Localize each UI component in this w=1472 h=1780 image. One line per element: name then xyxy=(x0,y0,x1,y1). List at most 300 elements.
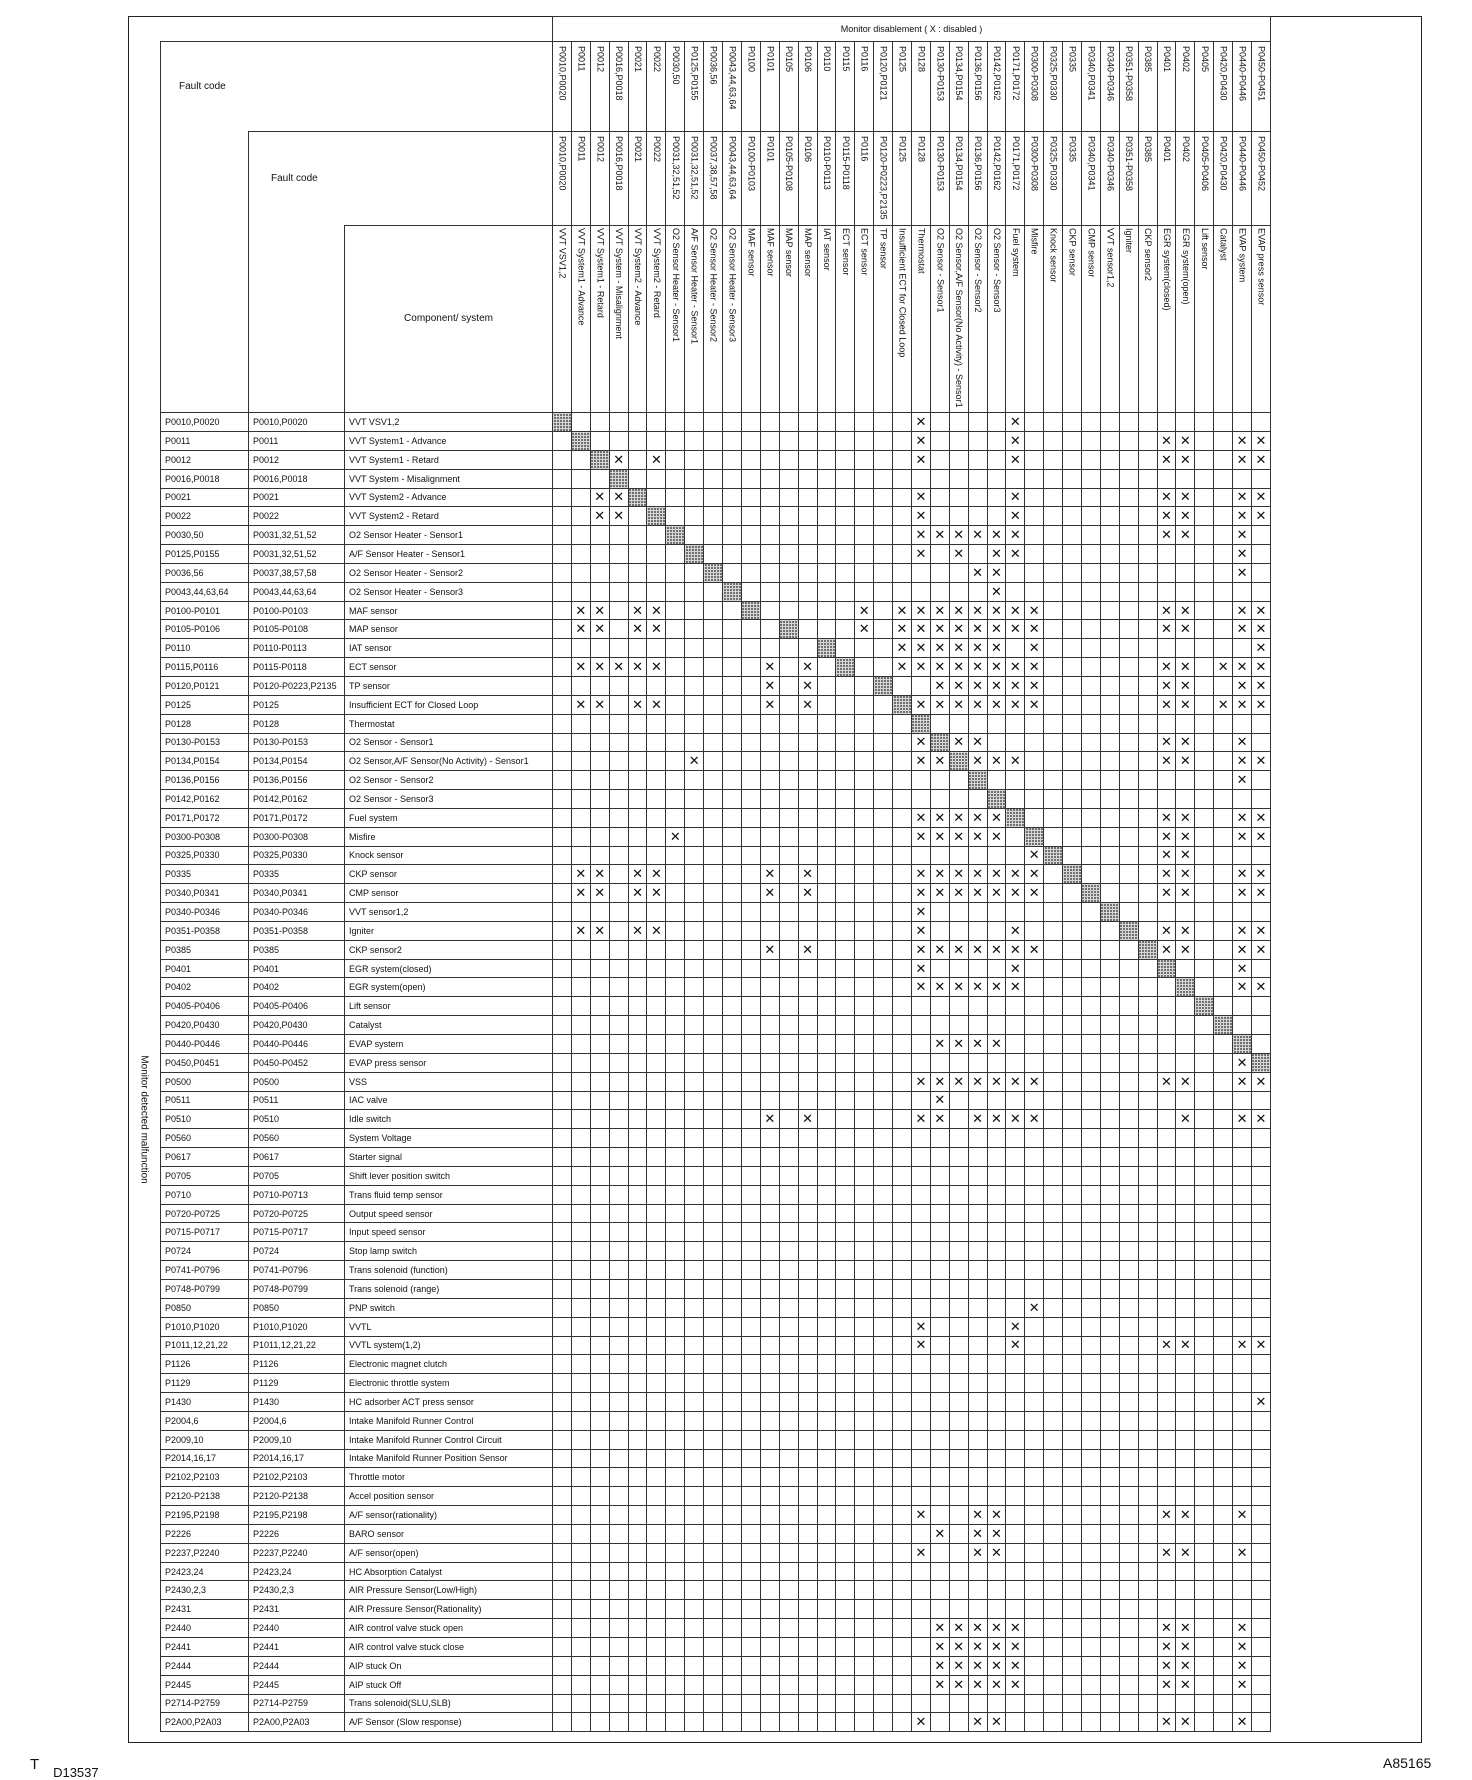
matrix-cell xyxy=(1119,639,1138,658)
matrix-cell xyxy=(1081,563,1100,582)
row-code-b-text: P2009,10 xyxy=(253,1434,292,1445)
matrix-cell xyxy=(723,1204,742,1223)
column-code-b xyxy=(704,132,723,226)
component-title-cell xyxy=(345,225,553,413)
row-component xyxy=(345,1223,553,1242)
matrix-cell xyxy=(1044,1506,1063,1525)
matrix-cell xyxy=(628,1336,647,1355)
matrix-cell xyxy=(685,1694,704,1713)
matrix-cell xyxy=(949,582,968,601)
disabled-mark: ✕ xyxy=(953,602,965,618)
matrix-cell xyxy=(930,1393,949,1412)
matrix-cell xyxy=(1119,1581,1138,1600)
matrix-cell xyxy=(1044,1656,1063,1675)
matrix-cell xyxy=(1138,1336,1157,1355)
matrix-cell xyxy=(949,921,968,940)
matrix-cell xyxy=(1138,1016,1157,1035)
matrix-cell xyxy=(1176,413,1195,432)
matrix-cell xyxy=(1157,714,1176,733)
matrix-cell xyxy=(609,959,628,978)
matrix-cell xyxy=(817,507,836,526)
matrix-cell xyxy=(647,959,666,978)
matrix-cell xyxy=(893,1261,912,1280)
matrix-cell xyxy=(1176,676,1195,695)
column-code-a-text: P0016,P0018 xyxy=(614,46,625,101)
matrix-cell xyxy=(1081,695,1100,714)
column-component xyxy=(1081,225,1100,413)
matrix-cell xyxy=(760,526,779,545)
matrix-cell xyxy=(1081,1242,1100,1261)
row-component xyxy=(345,1355,553,1374)
matrix-cell xyxy=(1100,1675,1119,1694)
table-row xyxy=(161,959,1271,978)
matrix-cell xyxy=(723,413,742,432)
matrix-cell xyxy=(1176,884,1195,903)
matrix-cell xyxy=(949,639,968,658)
matrix-cell xyxy=(723,771,742,790)
table-row xyxy=(161,1694,1271,1713)
row-component xyxy=(345,1072,553,1091)
disabled-mark: ✕ xyxy=(1236,1657,1248,1673)
matrix-cell xyxy=(1044,1524,1063,1543)
matrix-cell xyxy=(1214,1524,1233,1543)
matrix-cell xyxy=(760,714,779,733)
matrix-cell xyxy=(798,771,817,790)
matrix-cell xyxy=(817,1713,836,1732)
table-row xyxy=(161,469,1271,488)
matrix-cell xyxy=(1176,1411,1195,1430)
column-code-a-text: P0340,P0341 xyxy=(1086,46,1097,101)
disabled-mark: ✕ xyxy=(991,602,1002,618)
row-component xyxy=(345,790,553,809)
matrix-cell xyxy=(855,1072,874,1091)
matrix-cell xyxy=(1063,1694,1082,1713)
matrix-cell xyxy=(1100,695,1119,714)
disabled-mark: ✕ xyxy=(575,659,587,675)
matrix-cell xyxy=(571,1204,590,1223)
matrix-cell xyxy=(855,1148,874,1167)
column-component xyxy=(855,225,874,413)
matrix-cell xyxy=(609,545,628,564)
matrix-cell xyxy=(590,1242,609,1261)
row-code-a xyxy=(161,1072,249,1091)
matrix-cell xyxy=(647,1166,666,1185)
matrix-cell xyxy=(893,1166,912,1185)
matrix-cell xyxy=(874,639,893,658)
matrix-cell xyxy=(590,1543,609,1562)
matrix-cell xyxy=(741,1581,760,1600)
matrix-cell xyxy=(1138,1204,1157,1223)
column-code-b-text: P0043,44,63,64 xyxy=(727,136,738,200)
matrix-cell xyxy=(798,1411,817,1430)
matrix-cell xyxy=(723,1430,742,1449)
matrix-cell xyxy=(1100,959,1119,978)
matrix-cell xyxy=(779,978,798,997)
matrix-cell xyxy=(1214,601,1233,620)
matrix-cell xyxy=(798,1336,817,1355)
disabled-mark: ✕ xyxy=(1009,1073,1021,1089)
matrix-cell xyxy=(628,1487,647,1506)
matrix-cell xyxy=(911,450,930,469)
disabled-mark: ✕ xyxy=(1161,602,1172,618)
matrix-cell xyxy=(798,601,817,620)
row-code-b-text: P2444 xyxy=(253,1660,280,1671)
matrix-cell xyxy=(968,1506,987,1525)
row-code-a-text: P2440 xyxy=(165,1623,192,1634)
matrix-cell xyxy=(798,1279,817,1298)
matrix-cell xyxy=(1025,432,1044,451)
matrix-cell xyxy=(1119,1279,1138,1298)
disabled-mark: ✕ xyxy=(1009,432,1021,448)
matrix-cell xyxy=(1138,1449,1157,1468)
matrix-cell xyxy=(723,1016,742,1035)
matrix-cell xyxy=(1063,1430,1082,1449)
matrix-cell xyxy=(571,1185,590,1204)
column-code-b-text: P0405-P0406 xyxy=(1199,136,1210,192)
matrix-cell xyxy=(874,714,893,733)
matrix-cell xyxy=(779,1204,798,1223)
matrix-cell xyxy=(779,1694,798,1713)
table-row xyxy=(161,827,1271,846)
row-code-a xyxy=(161,846,249,865)
matrix-cell xyxy=(1081,545,1100,564)
matrix-cell xyxy=(1025,695,1044,714)
matrix-cell xyxy=(609,639,628,658)
matrix-cell xyxy=(1176,658,1195,677)
matrix-cell xyxy=(609,1148,628,1167)
matrix-cell xyxy=(911,695,930,714)
matrix-cell xyxy=(968,1129,987,1148)
matrix-cell xyxy=(553,1374,572,1393)
matrix-cell xyxy=(723,432,742,451)
matrix-cell xyxy=(817,450,836,469)
matrix-cell xyxy=(855,658,874,677)
matrix-cell xyxy=(628,582,647,601)
row-code-a-text: P0335 xyxy=(165,869,192,880)
matrix-cell xyxy=(855,865,874,884)
matrix-cell xyxy=(1025,563,1044,582)
row-code-b-text: P0340,P0341 xyxy=(253,888,308,899)
matrix-cell xyxy=(1157,771,1176,790)
matrix-cell xyxy=(741,714,760,733)
column-code-a-text: P0021 xyxy=(633,46,644,73)
matrix-cell xyxy=(647,450,666,469)
matrix-cell xyxy=(893,526,912,545)
matrix-cell xyxy=(930,1449,949,1468)
disabled-mark: ✕ xyxy=(934,979,946,995)
disabled-mark: ✕ xyxy=(896,659,908,675)
matrix-cell xyxy=(836,1091,855,1110)
column-code-b-text: P0385 xyxy=(1143,136,1154,163)
matrix-cell xyxy=(949,563,968,582)
row-code-a xyxy=(161,1600,249,1619)
matrix-cell xyxy=(1063,1506,1082,1525)
matrix-cell xyxy=(647,884,666,903)
disabled-mark: ✕ xyxy=(991,696,1002,712)
table-row xyxy=(161,1242,1271,1261)
matrix-cell xyxy=(1157,1524,1176,1543)
matrix-cell xyxy=(741,1694,760,1713)
matrix-cell xyxy=(666,1129,685,1148)
matrix-cell xyxy=(1214,413,1233,432)
row-code-b xyxy=(249,526,345,545)
matrix-cell xyxy=(647,903,666,922)
matrix-cell xyxy=(1100,752,1119,771)
matrix-cell xyxy=(685,846,704,865)
matrix-cell xyxy=(968,526,987,545)
disabled-mark: ✕ xyxy=(972,828,984,844)
row-component-text: IAT sensor xyxy=(349,643,392,654)
fault-code-title-cell xyxy=(161,42,553,132)
matrix-cell xyxy=(1138,959,1157,978)
matrix-cell xyxy=(1081,865,1100,884)
matrix-cell xyxy=(666,695,685,714)
matrix-cell xyxy=(1157,1110,1176,1129)
matrix-cell xyxy=(647,1449,666,1468)
matrix-cell xyxy=(741,733,760,752)
matrix-cell xyxy=(930,432,949,451)
matrix-cell xyxy=(553,1638,572,1657)
matrix-cell xyxy=(1157,921,1176,940)
row-component-text: Shift lever position switch xyxy=(349,1170,451,1181)
matrix-cell xyxy=(836,601,855,620)
matrix-cell xyxy=(590,1016,609,1035)
column-code-a-text: P0128 xyxy=(916,46,927,73)
matrix-cell xyxy=(685,450,704,469)
matrix-cell xyxy=(855,790,874,809)
matrix-cell xyxy=(628,865,647,884)
matrix-cell xyxy=(1063,432,1082,451)
matrix-cell xyxy=(1025,488,1044,507)
row-code-a xyxy=(161,469,249,488)
matrix-cell xyxy=(1138,1223,1157,1242)
matrix-cell xyxy=(968,1430,987,1449)
matrix-cell xyxy=(1006,1449,1025,1468)
column-code-b xyxy=(855,132,874,226)
matrix-cell xyxy=(590,1035,609,1054)
matrix-cell xyxy=(628,1694,647,1713)
table-row xyxy=(161,1393,1271,1412)
row-code-b xyxy=(249,601,345,620)
row-component-text: VVT System2 - Retard xyxy=(349,511,439,522)
matrix-cell xyxy=(1176,808,1195,827)
banner xyxy=(553,17,1271,42)
matrix-cell xyxy=(666,1468,685,1487)
matrix-cell xyxy=(1157,1148,1176,1167)
matrix-cell xyxy=(1251,1487,1270,1506)
matrix-cell xyxy=(798,1091,817,1110)
matrix-cell xyxy=(590,884,609,903)
matrix-cell xyxy=(817,1110,836,1129)
matrix-cell xyxy=(609,790,628,809)
matrix-cell xyxy=(893,450,912,469)
column-component xyxy=(609,225,628,413)
matrix-cell xyxy=(1233,1656,1252,1675)
matrix-cell xyxy=(798,1656,817,1675)
matrix-cell xyxy=(666,1713,685,1732)
disabled-mark: ✕ xyxy=(953,677,965,693)
matrix-cell xyxy=(1195,1336,1214,1355)
matrix-cell xyxy=(685,1336,704,1355)
matrix-cell xyxy=(1081,1261,1100,1280)
matrix-cell xyxy=(760,676,779,695)
matrix-cell xyxy=(798,1185,817,1204)
column-code-a xyxy=(968,42,987,132)
matrix-cell xyxy=(1195,1543,1214,1562)
matrix-cell xyxy=(893,1091,912,1110)
matrix-cell xyxy=(798,1675,817,1694)
disabled-mark: ✕ xyxy=(1179,677,1191,693)
matrix-cell xyxy=(779,771,798,790)
matrix-cell xyxy=(893,1129,912,1148)
matrix-cell xyxy=(949,469,968,488)
row-component-text: A/F Sensor (Slow response) xyxy=(349,1717,462,1728)
matrix-cell xyxy=(1214,1204,1233,1223)
matrix-cell xyxy=(1251,545,1270,564)
matrix-cell xyxy=(874,1336,893,1355)
matrix-cell xyxy=(1006,921,1025,940)
row-code-a xyxy=(161,1242,249,1261)
diagonal-cell xyxy=(1063,865,1082,884)
matrix-cell xyxy=(647,676,666,695)
disabled-mark: ✕ xyxy=(1179,451,1191,467)
matrix-cell xyxy=(1233,1242,1252,1261)
matrix-cell xyxy=(1157,1393,1176,1412)
matrix-cell xyxy=(949,507,968,526)
column-component-text: O2 Sensor - Sensor3 xyxy=(991,227,1002,313)
matrix-cell xyxy=(628,1393,647,1412)
matrix-cell xyxy=(911,1619,930,1638)
disabled-mark: ✕ xyxy=(1161,1714,1172,1730)
table-row xyxy=(161,432,1271,451)
diagonal-cell xyxy=(893,695,912,714)
matrix-cell xyxy=(685,1506,704,1525)
matrix-cell xyxy=(1119,1524,1138,1543)
matrix-cell xyxy=(1081,1543,1100,1562)
matrix-cell xyxy=(760,1223,779,1242)
matrix-cell xyxy=(874,959,893,978)
matrix-cell xyxy=(930,1355,949,1374)
matrix-cell xyxy=(609,1506,628,1525)
disabled-mark: ✕ xyxy=(650,621,662,637)
matrix-cell xyxy=(1044,526,1063,545)
matrix-cell xyxy=(628,563,647,582)
matrix-cell xyxy=(798,1638,817,1657)
matrix-cell xyxy=(1214,1543,1233,1562)
matrix-cell xyxy=(685,1261,704,1280)
row-component-text: Trans solenoid(SLU,SLB) xyxy=(349,1698,451,1709)
disabled-mark: ✕ xyxy=(1236,545,1248,561)
matrix-cell xyxy=(647,1411,666,1430)
matrix-cell xyxy=(1176,620,1195,639)
row-code-a xyxy=(161,1166,249,1185)
matrix-cell xyxy=(666,921,685,940)
matrix-cell xyxy=(911,1374,930,1393)
matrix-cell xyxy=(817,959,836,978)
matrix-cell xyxy=(855,1487,874,1506)
matrix-cell xyxy=(704,997,723,1016)
matrix-cell xyxy=(1233,978,1252,997)
disabled-mark: ✕ xyxy=(1009,1638,1021,1654)
matrix-cell xyxy=(590,790,609,809)
matrix-cell xyxy=(779,1072,798,1091)
matrix-cell xyxy=(855,714,874,733)
matrix-cell xyxy=(685,1298,704,1317)
matrix-cell xyxy=(911,1072,930,1091)
disabled-mark: ✕ xyxy=(1161,753,1172,769)
matrix-cell xyxy=(553,752,572,771)
matrix-cell xyxy=(968,1581,987,1600)
matrix-cell xyxy=(1233,1430,1252,1449)
matrix-cell xyxy=(1081,1393,1100,1412)
matrix-cell xyxy=(1233,526,1252,545)
matrix-cell xyxy=(1251,1336,1270,1355)
row-code-a-text: P0016,P0018 xyxy=(165,473,220,484)
matrix-cell xyxy=(553,1336,572,1355)
matrix-cell xyxy=(741,1487,760,1506)
row-code-a-text: P2004,6 xyxy=(165,1415,199,1426)
matrix-cell xyxy=(987,563,1006,582)
matrix-cell xyxy=(1233,1091,1252,1110)
column-code-b-text: P0300-P0308 xyxy=(1029,136,1040,192)
matrix-cell xyxy=(874,1129,893,1148)
matrix-cell xyxy=(628,1449,647,1468)
row-code-b-text: P0440-P0446 xyxy=(253,1038,309,1049)
matrix-cell xyxy=(1195,488,1214,507)
matrix-cell xyxy=(1100,1072,1119,1091)
matrix-cell xyxy=(874,658,893,677)
matrix-cell xyxy=(1025,601,1044,620)
matrix-cell xyxy=(1157,903,1176,922)
disabled-mark: ✕ xyxy=(1009,1337,1021,1353)
disabled-mark: ✕ xyxy=(594,602,606,618)
matrix-cell xyxy=(1044,639,1063,658)
row-component-text: O2 Sensor,A/F Sensor(No Activity) - Sensor1 xyxy=(349,756,529,767)
matrix-cell xyxy=(628,1411,647,1430)
row-code-b xyxy=(249,1449,345,1468)
matrix-cell xyxy=(1100,1016,1119,1035)
matrix-cell xyxy=(1233,507,1252,526)
matrix-cell xyxy=(1025,639,1044,658)
matrix-cell xyxy=(1025,1581,1044,1600)
matrix-cell xyxy=(798,1487,817,1506)
disabled-mark: ✕ xyxy=(1009,960,1021,976)
matrix-cell xyxy=(1100,1166,1119,1185)
matrix-cell xyxy=(1081,978,1100,997)
matrix-cell xyxy=(949,1053,968,1072)
matrix-cell xyxy=(647,1581,666,1600)
column-code-a xyxy=(1119,42,1138,132)
matrix-cell xyxy=(798,1261,817,1280)
matrix-cell xyxy=(1025,903,1044,922)
matrix-cell xyxy=(987,1336,1006,1355)
matrix-cell xyxy=(647,771,666,790)
matrix-cell xyxy=(685,1468,704,1487)
column-component xyxy=(1195,225,1214,413)
matrix-cell xyxy=(685,413,704,432)
row-code-b xyxy=(249,432,345,451)
matrix-cell xyxy=(704,1374,723,1393)
matrix-cell xyxy=(685,997,704,1016)
matrix-cell xyxy=(1157,997,1176,1016)
column-component xyxy=(1119,225,1138,413)
matrix-cell xyxy=(1138,1430,1157,1449)
matrix-cell xyxy=(817,1374,836,1393)
matrix-cell xyxy=(1063,488,1082,507)
matrix-cell xyxy=(968,545,987,564)
matrix-cell xyxy=(987,488,1006,507)
matrix-cell xyxy=(1081,1581,1100,1600)
